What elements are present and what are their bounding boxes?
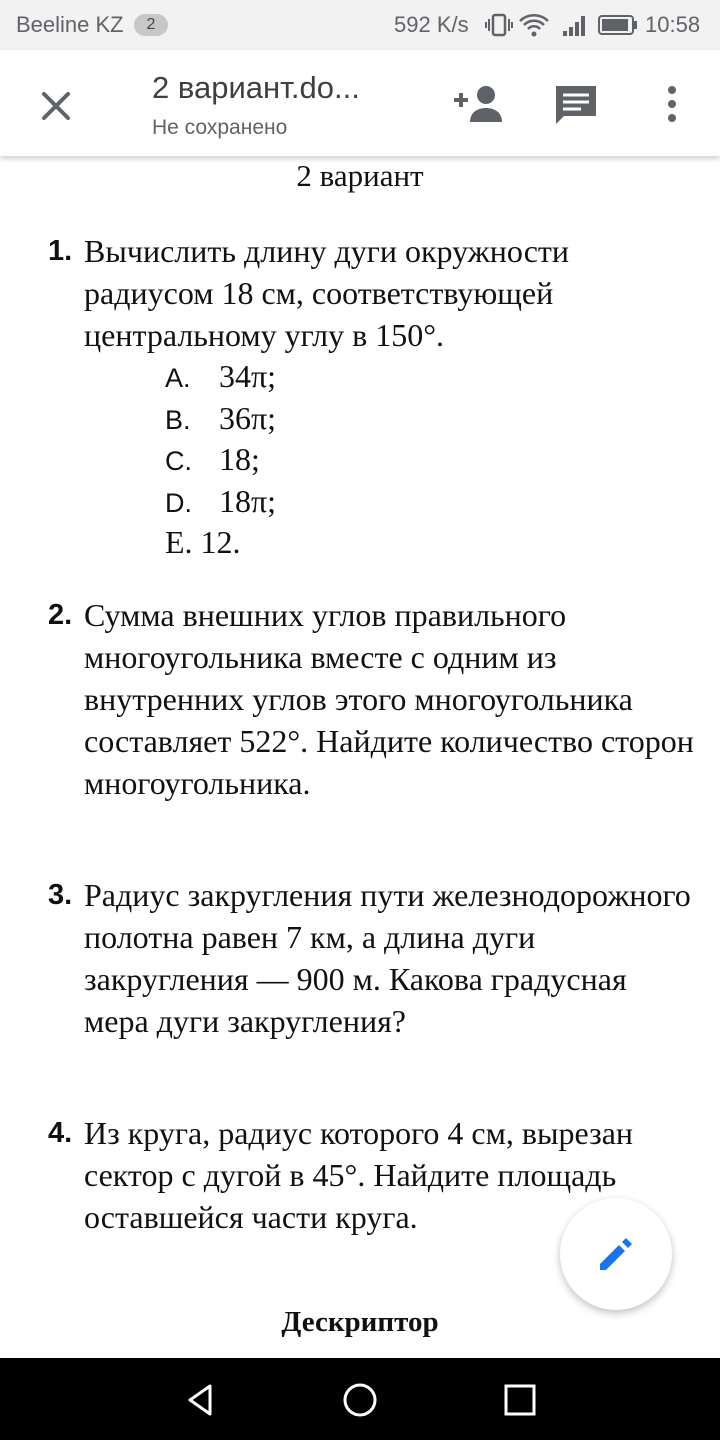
option-value: E. 12.	[165, 524, 241, 560]
option-d	[165, 481, 276, 523]
vibrate-icon	[484, 13, 514, 37]
recents-icon[interactable]	[502, 1382, 538, 1418]
document-heading: 2 вариант	[296, 158, 424, 193]
comment-icon[interactable]	[554, 84, 598, 128]
option-e	[165, 522, 276, 564]
question-number: 4.	[48, 1117, 73, 1149]
more-vert-icon[interactable]	[662, 84, 682, 124]
question-1	[48, 230, 698, 356]
question-number: 3.	[48, 879, 73, 911]
network-speed: 592 K/s	[394, 12, 469, 37]
wifi-icon	[518, 12, 550, 38]
edit-pencil-icon	[596, 1234, 636, 1274]
option-a	[165, 356, 276, 398]
option-letter: C.	[165, 446, 192, 476]
close-icon[interactable]	[36, 86, 76, 126]
navigation-bar	[0, 1358, 720, 1440]
question-text: Вычислить длину дуги окружности радиусом 18 см, соответствующей центральному углу в 150°.	[84, 233, 570, 353]
option-value: 18π;	[219, 482, 277, 519]
signal-icon	[562, 13, 590, 37]
edit-fab[interactable]	[560, 1198, 672, 1310]
option-value: 34π;	[219, 358, 277, 394]
answer-options	[165, 356, 276, 564]
battery-icon	[598, 15, 638, 35]
question-text: Из круга, радиус которого 4 см, вырезан сектор с дугой в 45°. Найдите площадь оставшейся части круга.	[84, 1115, 634, 1235]
app-bar	[0, 50, 720, 156]
option-value: 18;	[219, 441, 260, 477]
back-icon[interactable]	[182, 1382, 218, 1418]
option-b	[165, 398, 276, 440]
option-value: 36π;	[219, 399, 277, 436]
status-bar	[0, 0, 720, 50]
document-page[interactable]	[0, 156, 720, 1358]
question-text: Радиус закругления пути железнодорожного полотна равен 7 км, а длина дуги закругления — 900 м. Какова градусная мера дуги закругления?	[84, 877, 691, 1039]
clock: 10:58	[645, 12, 701, 37]
question-number: 1.	[48, 235, 73, 267]
document-title: 2 вариант.do...	[152, 70, 360, 105]
save-status: Не сохранено	[152, 116, 288, 139]
option-c	[165, 439, 276, 481]
home-icon[interactable]	[342, 1382, 378, 1418]
option-letter: D.	[165, 487, 192, 518]
descriptor-heading: Дескриптор	[281, 1306, 439, 1338]
question-3	[48, 874, 698, 1042]
carrier-name: Beeline KZ	[16, 12, 124, 37]
add-person-icon[interactable]	[452, 84, 504, 124]
question-number: 2.	[48, 599, 73, 631]
question-text: Сумма внешних углов правильного многоугольника вместе с одним из внутренних углов этого многоугольника составляет 522°. Найдите количество сторон многоугольника.	[84, 597, 694, 801]
option-letter: B.	[165, 404, 191, 435]
sim-badge: 2	[134, 14, 168, 36]
question-2	[48, 594, 698, 804]
option-letter: A.	[165, 363, 191, 393]
